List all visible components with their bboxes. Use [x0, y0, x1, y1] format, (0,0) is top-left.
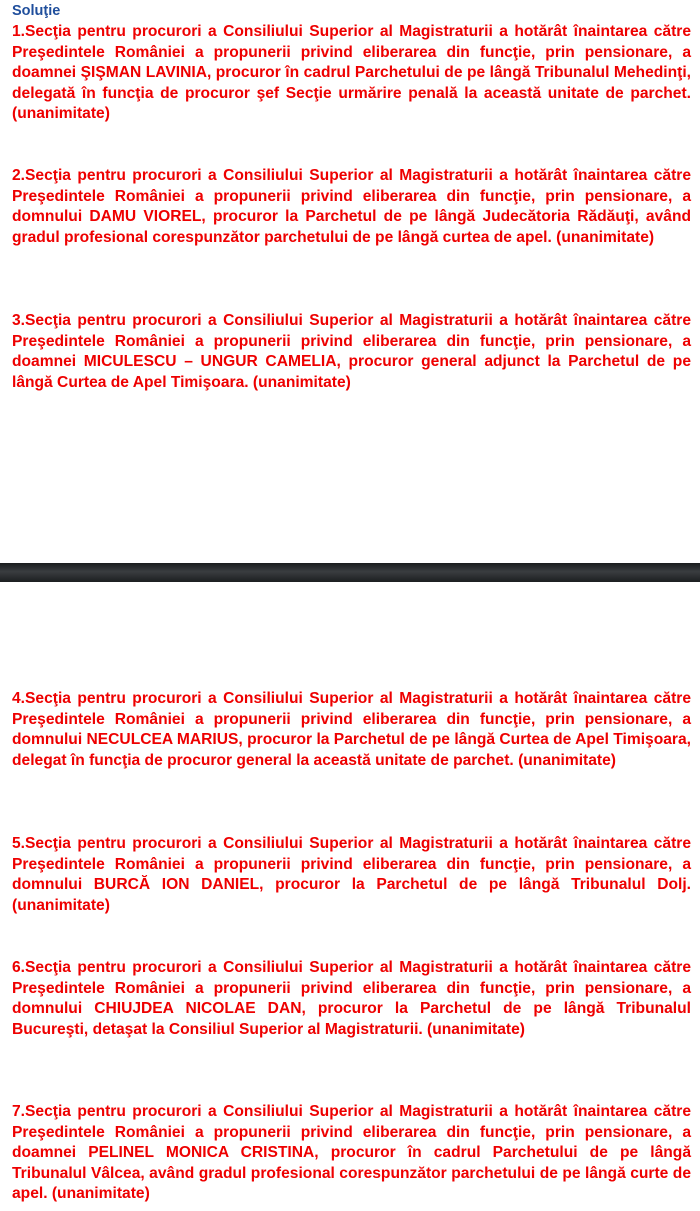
section-heading: Soluţie — [12, 3, 61, 19]
document-page-2 — [0, 582, 700, 1211]
decision-paragraph-1: 1.Secţia pentru procurori a Consiliului Superior al Magistraturii a hotărât înaintarea către Preşedintele României a propunerii privind eliberarea din funcţie, prin pensionare, a doamnei ŞIŞMAN LAVINIA, procuror în cadrul Parchetului de pe lângă Tribunalul Mehedinţi, delegată în funcţia de procuror şef Secţie urmărire penală la această unitate de parchet. (unanimitate) — [12, 23, 691, 123]
decision-paragraph-7: 7.Secţia pentru procurori a Consiliului Superior al Magistraturii a hotărât înaintarea către Preşedintele României a propunerii privind eliberarea din funcţie, prin pensionare, a doamnei PELINEL MONICA CRISTINA, procuror în cadrul Parchetului de pe lângă Tribunalul Vâlcea, având gradul profesional corespunzător parchetului de pe lângă curte de apel. (unanimitate) — [12, 1103, 691, 1203]
decision-paragraph-2: 2.Secţia pentru procurori a Consiliului Superior al Magistraturii a hotărât înaintarea către Preşedintele României a propunerii privind eliberarea din funcţie, prin pensionare, a domnului DAMU VIOREL, procuror la Parchetul de pe lângă Judecătoria Rădăuţi, având gradul profesional corespunzător parchetului de pe lângă curtea de apel. (unanimitate) — [12, 167, 691, 246]
decision-paragraph-5: 5.Secţia pentru procurori a Consiliului Superior al Magistraturii a hotărât înaintarea către Preşedintele României a propunerii privind eliberarea din funcţie, prin pensionare, a domnului BURCĂ ION DANIEL, procuror la Parchetul de pe lângă Tribunalul Dolj. (unanimitate) — [12, 835, 691, 914]
decision-paragraph-4: 4.Secţia pentru procurori a Consiliului Superior al Magistraturii a hotărât înaintarea către Preşedintele României a propunerii privind eliberarea din funcţie, prin pensionare, a domnului NECULCEA MARIUS, procuror la Parchetul de pe lângă Curtea de Apel Timişoara, delegat în funcţia de procuror general la această unitate de parchet. (unanimitate) — [12, 690, 691, 769]
page-separator — [0, 563, 700, 582]
decision-paragraph-6: 6.Secţia pentru procurori a Consiliului Superior al Magistraturii a hotărât înaintarea către Preşedintele României a propunerii privind eliberarea din funcţie, prin pensionare, a domnului CHIUJDEA NICOLAE DAN, procuror la Parchetul de pe lângă Tribunalul Bucureşti, detaşat la Consiliul Superior al Magistraturii. (unanimitate) — [12, 959, 691, 1038]
document-page-1 — [0, 0, 700, 563]
decision-paragraph-3: 3.Secţia pentru procurori a Consiliului Superior al Magistraturii a hotărât înaintarea către Preşedintele României a propunerii privind eliberarea din funcţie, prin pensionare, a doamnei MICULESCU – UNGUR CAMELIA, procuror general adjunct la Parchetul de pe lângă Curtea de Apel Timişoara. (unanimitate) — [12, 312, 691, 391]
